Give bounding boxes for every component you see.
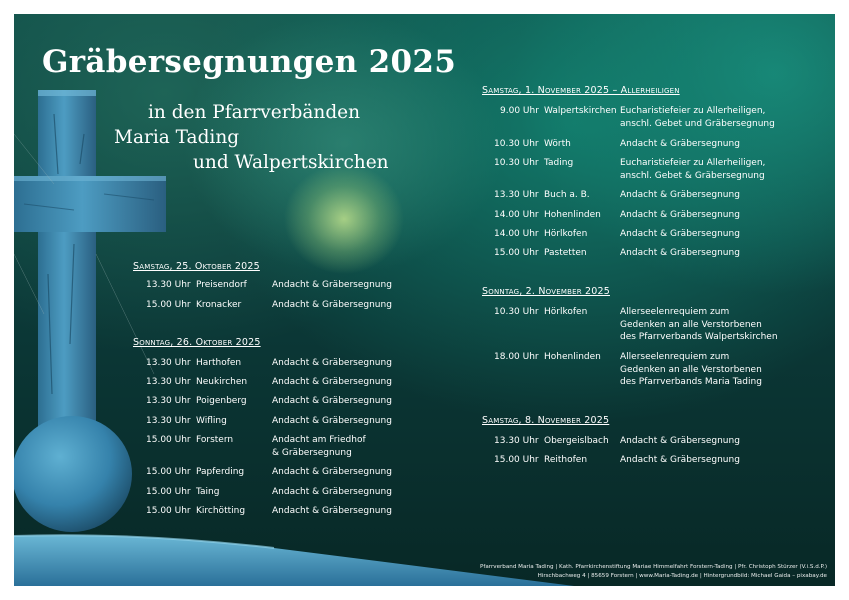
event-place: Harthofen <box>196 358 242 368</box>
section-heading: Sonntag, 26. Oktober 2025 <box>133 337 261 348</box>
subtitle-line-2: Maria Tading <box>114 127 240 148</box>
footer <box>480 563 827 580</box>
event-desc: Andacht am Friedhof <box>272 435 366 445</box>
event-place: Reithofen <box>544 455 588 465</box>
section-heading: Samstag, 1. November 2025 – Allerheiligen <box>482 85 680 96</box>
event-time: 13.30 Uhr <box>146 280 191 290</box>
event-desc: Andacht & Gräbersegnung <box>272 358 392 368</box>
event-time: 15.00 Uhr <box>494 455 539 465</box>
event-desc: Gedenken an alle Verstorbenen <box>620 364 762 375</box>
event-place: Wörth <box>544 139 571 149</box>
event-desc: Allerseelenrequiem zum <box>620 352 730 362</box>
event-desc: Andacht & Gräbersegnung <box>272 467 392 477</box>
event-desc: Eucharistiefeier zu Allerheiligen, <box>620 106 766 116</box>
event-time: 13.30 Uhr <box>146 396 191 406</box>
event-time: 15.00 Uhr <box>146 487 191 497</box>
event-place: Tading <box>544 158 574 168</box>
event-time: 15.00 Uhr <box>146 467 191 477</box>
event-place: Walpertskirchen <box>544 106 617 116</box>
event-place: Hörlkofen <box>544 307 588 317</box>
event-place: Neukirchen <box>196 377 248 387</box>
footer-line-2: Hirschbachweg 4 | 85659 Forstern | www.Maria-Tading.de | Hintergrundbild: Michael Gaida – pixabay.de <box>537 572 827 579</box>
event-time: 13.30 Uhr <box>146 416 191 426</box>
event-desc: Andacht & Gräbersegnung <box>620 139 740 149</box>
subtitle <box>114 100 389 175</box>
event-desc: Allerseelenrequiem zum <box>620 307 730 317</box>
event-desc: Andacht & Gräbersegnung <box>272 396 392 406</box>
footer-line-1: Pfarrverband Maria Tading | Kath. Pfarrkirchenstiftung Mariae Himmelfahrt Forstern-Tading | Pfr. Christoph Stürzer (V.i.S.d.P.) <box>479 564 827 570</box>
event-desc: Andacht & Gräbersegnung <box>272 506 392 516</box>
event-time: 10.30 Uhr <box>494 139 539 149</box>
event-time: 13.30 Uhr <box>494 190 539 200</box>
section-heading: Sonntag, 2. November 2025 <box>482 286 610 297</box>
event-desc: Gedenken an alle Verstorbenen <box>620 319 762 330</box>
event-time: 9.00 Uhr <box>500 106 539 116</box>
event-time: 14.00 Uhr <box>494 210 539 220</box>
event-desc: Andacht & Gräbersegnung <box>620 190 740 200</box>
event-time: 10.30 Uhr <box>494 307 539 317</box>
event-place: Hörlkofen <box>544 229 588 239</box>
event-desc: anschl. Gebet & Gräbersegnung <box>620 170 765 181</box>
event-place: Papferding <box>196 467 245 477</box>
subtitle-line-3: und Walpertskirchen <box>193 152 389 173</box>
poster <box>14 14 835 586</box>
event-place: Hohenlinden <box>544 210 601 220</box>
event-place: Forstern <box>196 435 234 445</box>
event-time: 10.30 Uhr <box>494 158 539 168</box>
event-time: 13.30 Uhr <box>146 377 191 387</box>
event-desc: Andacht & Gräbersegnung <box>620 229 740 239</box>
event-time: 15.00 Uhr <box>146 506 191 516</box>
event-desc: Eucharistiefeier zu Allerheiligen, <box>620 158 766 168</box>
event-place: Taing <box>196 487 220 497</box>
event-place: Obergeislbach <box>544 436 609 446</box>
event-place: Poigenberg <box>196 396 247 406</box>
event-time: 18.00 Uhr <box>494 352 539 362</box>
event-desc: Andacht & Gräbersegnung <box>620 210 740 220</box>
event-place: Kronacker <box>196 300 242 310</box>
event-place: Wifling <box>196 416 227 426</box>
event-desc: Andacht & Gräbersegnung <box>272 416 392 426</box>
event-time: 13.30 Uhr <box>494 436 539 446</box>
subtitle-line-1: in den Pfarrverbänden <box>148 102 361 123</box>
event-desc: des Pfarrverbands Maria Tading <box>620 377 762 387</box>
event-desc: Andacht & Gräbersegnung <box>620 455 740 465</box>
event-place: Hohenlinden <box>544 352 601 362</box>
event-desc: Andacht & Gräbersegnung <box>620 436 740 446</box>
event-desc: Andacht & Gräbersegnung <box>620 248 740 258</box>
event-desc: Andacht & Gräbersegnung <box>272 300 392 310</box>
event-time: 14.00 Uhr <box>494 229 539 239</box>
event-place: Preisendorf <box>196 280 247 290</box>
event-time: 15.00 Uhr <box>146 300 191 310</box>
event-time: 15.00 Uhr <box>146 435 191 445</box>
event-place: Buch a. B. <box>544 190 590 200</box>
event-desc: & Gräbersegnung <box>272 447 352 458</box>
event-desc: Andacht & Gräbersegnung <box>272 487 392 497</box>
event-desc: des Pfarrverbands Walpertskirchen <box>620 332 778 342</box>
event-desc: Andacht & Gräbersegnung <box>272 377 392 387</box>
event-time: 13.30 Uhr <box>146 358 191 368</box>
event-place: Kirchötting <box>196 506 246 516</box>
event-place: Pastetten <box>544 248 587 258</box>
poster-title: Gräbersegnungen 2025 <box>42 44 457 80</box>
section-heading: Samstag, 8. November 2025 <box>482 415 610 426</box>
event-desc: anschl. Gebet und Gräbersegnung <box>620 118 775 129</box>
event-time: 15.00 Uhr <box>494 248 539 258</box>
section-heading: Samstag, 25. Oktober 2025 <box>133 261 260 272</box>
event-desc: Andacht & Gräbersegnung <box>272 280 392 290</box>
